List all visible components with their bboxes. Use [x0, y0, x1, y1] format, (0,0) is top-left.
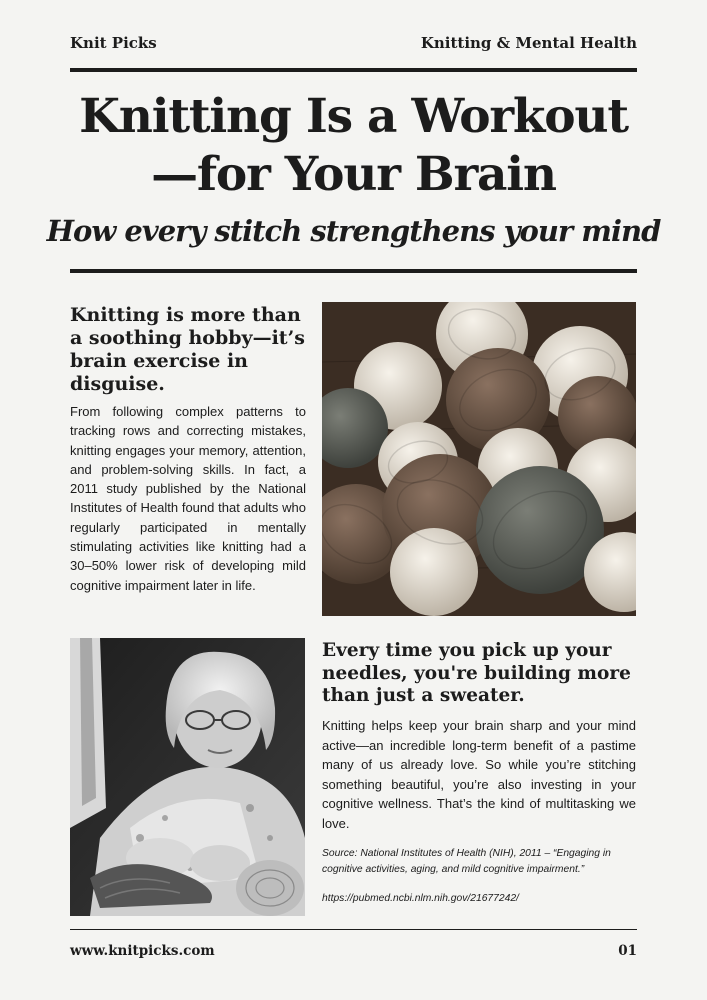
title-line-2: —for Your Brain: [151, 147, 556, 202]
website-link[interactable]: www.knitpicks.com: [70, 943, 215, 959]
title-divider: [70, 269, 637, 273]
brand-name: Knit Picks: [70, 34, 157, 52]
header-divider: [70, 68, 637, 72]
elderly-woman-knitting-photo: [70, 638, 305, 916]
page-number: 01: [618, 943, 637, 959]
page-header: [70, 34, 637, 52]
source-citation: Source: National Institutes of Health (NIH), 2011 – “Engaging in cognitive activities, aging, and mild cognitive impairment.”: [322, 848, 611, 875]
yarn-balls-photo: [322, 302, 636, 616]
page-title: [40, 88, 667, 204]
second-paragraph: Knitting helps keep your brain sharp and your mind active—an incredible long-term benefit of a pastime many of us already love. So while you’re stitching something beautiful, you’re also investing in your cognitive wellness. That’s the kind of multitasking we love.: [322, 718, 636, 831]
section-label: Knitting & Mental Health: [420, 34, 637, 52]
title-line-1: Knitting Is a Workout: [79, 89, 628, 144]
footer-divider: [70, 929, 637, 930]
page-footer: [70, 943, 637, 959]
lead-paragraph: From following complex patterns to tracking rows and correcting mistakes, knitting engages your memory, attention, and problem-solving skills. In fact, a 2011 study published by the National Institutes of Health found that adults who regularly participated in mentally stimulating activities like knitting had a 30–50% lower risk of developing mild cognitive impairment later in life.: [70, 404, 306, 593]
source-url[interactable]: https://pubmed.ncbi.nlm.nih.gov/21677242/: [322, 893, 519, 904]
lead-heading: Knitting is more than a soothing hobby—it’s brain exercise in disguise.: [70, 304, 305, 395]
page-subtitle: How every stitch strengthens your mind: [46, 214, 661, 248]
second-heading: Every time you pick up your needles, you're building more than just a sweater.: [322, 640, 631, 706]
